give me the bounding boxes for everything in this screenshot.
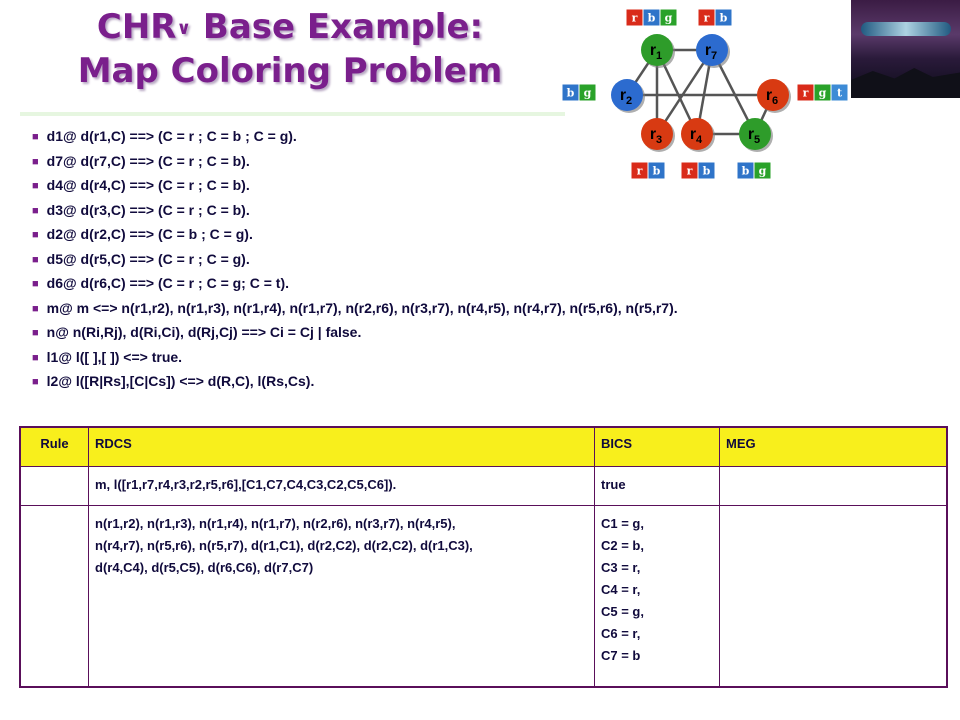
decorative-night-image xyxy=(851,0,960,98)
cell-line: n(r4,r7), n(r5,r6), n(r5,r7), d(r1,C1), d(r2,C2), d(r2,C2), d(r1,C3), xyxy=(95,538,473,553)
domain-label-r4-b: b xyxy=(702,164,711,178)
bullet-icon: ■ xyxy=(32,351,39,364)
domain-label-r6-t: t xyxy=(836,86,843,100)
code-line xyxy=(32,124,678,149)
domain-label-r6-r: r xyxy=(802,86,809,100)
bullet-icon: ■ xyxy=(32,180,39,192)
domain-label-r4-r: r xyxy=(686,164,693,178)
code-line-text: d4@ d(r4,C) ==> (C = r ; C = b). xyxy=(46,177,250,193)
code-line-text: d2@ d(r2,C) ==> (C = b ; C = g). xyxy=(46,226,253,242)
code-line-text: m@ m <=> n(r1,r2), n(r1,r3), n(r1,r4), n(r1,r7), n(r2,r6), n(r3,r7), n(r4,r5), n(r4,r7), n(r5,r6), n(r5,r7). xyxy=(46,299,678,316)
table-header-row xyxy=(20,427,947,467)
code-line-text: l1@ l([ ],[ ]) <=> true. xyxy=(46,348,183,365)
code-line xyxy=(32,320,678,345)
cell-line: C4 = r, xyxy=(601,582,641,597)
cell-line: d(r4,C4), d(r5,C5), d(r6,C6), d(r7,C7) xyxy=(95,560,314,575)
domain-label-r7-r: r xyxy=(703,11,710,25)
bullet-icon: ■ xyxy=(32,327,39,339)
domain-label-r1-g: g xyxy=(664,11,673,25)
code-line-text: d5@ d(r5,C) ==> (C = r ; C = g). xyxy=(46,250,250,267)
title-underline xyxy=(20,112,565,116)
header-rdcs: RDCS xyxy=(89,427,595,467)
header-meg: MEG xyxy=(720,427,948,467)
bullet-icon: ■ xyxy=(32,278,39,290)
cell-line: C7 = b xyxy=(601,648,641,663)
bullet-icon: ■ xyxy=(32,229,39,241)
bullet-icon: ■ xyxy=(32,155,39,168)
code-line xyxy=(32,149,678,174)
chr-program xyxy=(32,124,678,394)
code-line xyxy=(32,271,678,296)
domain-label-r2-g: g xyxy=(583,86,592,100)
node-r7 xyxy=(696,34,730,68)
cell-line: C1 = g, xyxy=(601,516,644,531)
bullet-icon: ■ xyxy=(32,376,39,388)
code-line xyxy=(32,198,678,223)
domain-label-r1-b: b xyxy=(647,11,656,25)
bullet-icon: ■ xyxy=(32,253,39,266)
cell-line: C6 = r, xyxy=(601,626,641,641)
node-r4 xyxy=(681,118,715,152)
header-bics: BICS xyxy=(595,427,720,467)
cell-line: C3 = r, xyxy=(601,560,641,575)
node-label: $r_2$ xyxy=(619,87,633,107)
domain-label-r5-g: g xyxy=(758,164,767,178)
node-r5 xyxy=(739,118,773,152)
row1-rule xyxy=(20,467,89,506)
rock-silhouette xyxy=(851,68,960,98)
code-line-text: d3@ d(r3,C) ==> (C = r ; C = b). xyxy=(46,201,250,218)
domain-label-r2-b: b xyxy=(566,86,575,100)
row2-bics xyxy=(595,506,720,688)
header-rule: Rule xyxy=(20,427,89,467)
domain-label-r6-g: g xyxy=(818,86,827,100)
code-line-text: d1@ d(r1,C) ==> (C = r ; C = b ; C = g). xyxy=(46,128,297,144)
domain-label-r1-r: r xyxy=(631,11,638,25)
code-line-text: l2@ l([R|Rs],[C|Cs]) <=> d(R,C), l(Rs,Cs). xyxy=(46,373,315,389)
code-line-text: n@ n(Ri,Rj), d(Ri,Ci), d(Rj,Cj) ==> Ci = Cj | false. xyxy=(46,324,362,340)
cell-line: C2 = b, xyxy=(601,538,644,553)
bullet-icon: ■ xyxy=(32,131,39,143)
code-line-text: d7@ d(r7,C) ==> (C = r ; C = b). xyxy=(46,152,250,169)
node-label: $r_3$ xyxy=(649,126,663,146)
row2-rdcs xyxy=(89,506,595,688)
node-label: $r_4$ xyxy=(689,126,703,146)
code-line xyxy=(32,247,678,272)
node-label: $r_6$ xyxy=(765,87,779,107)
code-line xyxy=(32,296,678,321)
domain-label-r7-b: b xyxy=(719,11,728,25)
code-line-text: d6@ d(r6,C) ==> (C = r ; C = g; C = t). xyxy=(46,275,290,291)
code-line xyxy=(32,345,678,370)
domain-label-r3-r: r xyxy=(636,164,643,178)
row2-rule xyxy=(20,506,89,688)
node-label: $r_7$ xyxy=(704,42,718,62)
node-r2 xyxy=(611,79,645,113)
row1-bics: true xyxy=(595,467,720,506)
slide-title xyxy=(20,6,560,92)
code-line xyxy=(32,173,678,198)
row1-meg xyxy=(720,467,948,506)
domain-label-r5-b: b xyxy=(741,164,750,178)
table-row xyxy=(20,506,947,688)
row2-meg xyxy=(720,506,948,688)
node-r1 xyxy=(641,34,675,68)
domain-label-r3-b: b xyxy=(652,164,661,178)
cell-line: C5 = g, xyxy=(601,604,644,619)
title-line-1: $CHR_\vee$ Base Example: xyxy=(96,7,484,47)
code-line xyxy=(32,369,678,394)
title-line-2: Map Coloring Problem xyxy=(77,51,503,91)
table-row xyxy=(20,467,947,506)
sky-glow xyxy=(861,22,951,36)
node-label: $r_5$ xyxy=(747,126,761,146)
node-r6 xyxy=(757,79,791,113)
row1-rdcs: m, l([r1,r7,r4,r3,r2,r5,r6],[C1,C7,C4,C3,C2,C5,C6]). xyxy=(89,467,595,506)
derivation-table xyxy=(19,426,948,688)
bullet-icon: ■ xyxy=(32,204,39,217)
bullet-icon: ■ xyxy=(32,302,39,315)
node-label: $r_1$ xyxy=(649,42,663,62)
code-line xyxy=(32,222,678,247)
cell-line: n(r1,r2), n(r1,r3), n(r1,r4), n(r1,r7), n(r2,r6), n(r3,r7), n(r4,r5), xyxy=(95,516,456,531)
